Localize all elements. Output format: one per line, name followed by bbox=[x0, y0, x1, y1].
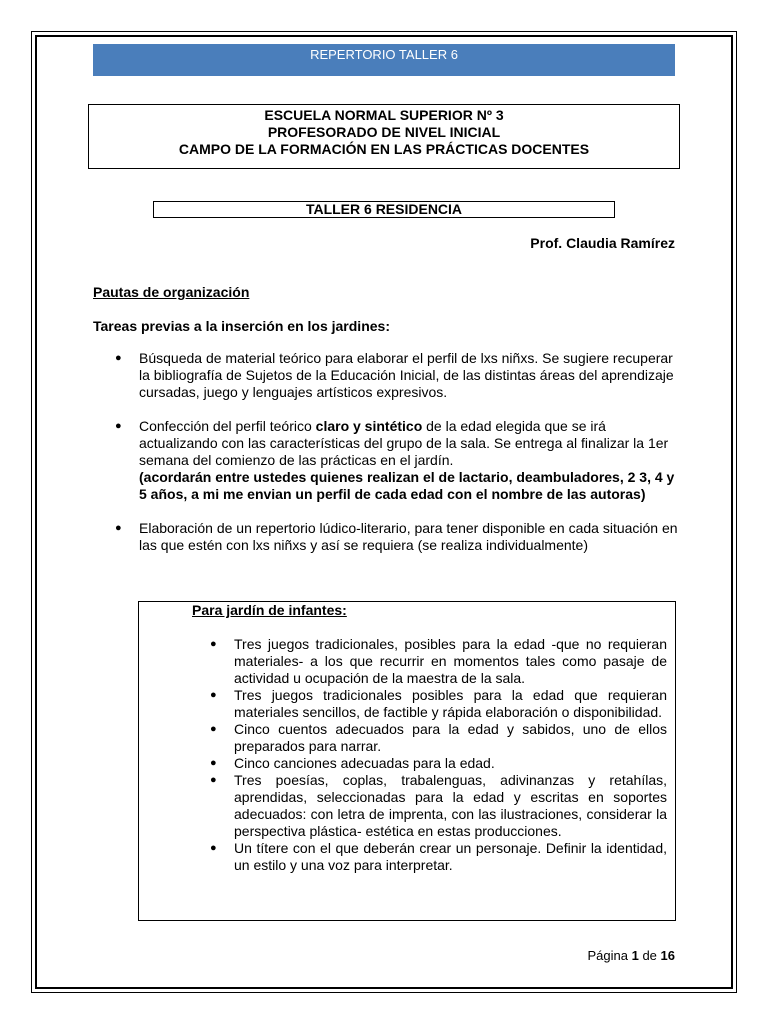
list-item bbox=[192, 687, 667, 721]
school-line-1: ESCUELA NORMAL SUPERIOR Nº 3 bbox=[264, 107, 504, 123]
bullet-icon: ● bbox=[210, 757, 217, 769]
bullet-icon: ● bbox=[210, 774, 217, 786]
list-item bbox=[192, 840, 667, 874]
list-item-bold-text: claro y sintético bbox=[315, 418, 423, 434]
professor-name: Prof. Claudia Ramírez bbox=[530, 235, 675, 251]
tasks-list bbox=[93, 350, 678, 554]
list-item-text: Elaboración de un repertorio lúdico-literario, para tener disponible en cada situación en las que estén con lxs niñxs y así se requiera (se realiza individualmente) bbox=[139, 520, 678, 553]
list-item-text: Cinco canciones adecuadas para la edad. bbox=[234, 755, 495, 771]
list-item-text: Confección del perfil teórico bbox=[139, 418, 316, 434]
footer-of: de bbox=[642, 948, 657, 963]
footer-total-pages: 16 bbox=[660, 948, 675, 963]
school-line-2: PROFESORADO DE NIVEL INICIAL bbox=[267, 124, 501, 140]
school-line-3: CAMPO DE LA FORMACIÓN EN LAS PRÁCTICAS DOCENTES bbox=[178, 141, 590, 157]
taller-title: TALLER 6 RESIDENCIA bbox=[153, 201, 615, 218]
school-box bbox=[88, 104, 680, 169]
list-item bbox=[192, 721, 667, 755]
list-item bbox=[93, 520, 678, 554]
list-item-text: Tres juegos tradicionales posibles para la edad que requieran materiales sencillos, de factible y rápida elaboración o disponibilidad. bbox=[234, 687, 667, 720]
list-item bbox=[93, 350, 678, 401]
list-item bbox=[192, 772, 667, 840]
bullet-icon: ● bbox=[115, 352, 122, 364]
list-item bbox=[192, 755, 667, 772]
footer-label: Página bbox=[587, 948, 628, 963]
list-item bbox=[93, 418, 678, 503]
bullet-icon: ● bbox=[210, 842, 217, 854]
bullet-icon: ● bbox=[210, 689, 217, 701]
bullet-icon: ● bbox=[210, 723, 217, 735]
bullet-icon: ● bbox=[115, 522, 122, 534]
bullet-icon: ● bbox=[210, 638, 217, 650]
bullet-icon: ● bbox=[115, 420, 122, 432]
list-item-text: de la edad elegida que se irá actualizando con las características del grupo de la sala. Se entrega al finalizar la 1er semana del comienzo de las prácticas en el jardín. bbox=[139, 418, 669, 468]
jardin-list bbox=[192, 636, 667, 874]
page-footer bbox=[587, 948, 675, 963]
footer-page-number: 1 bbox=[631, 948, 639, 963]
list-item-text: Búsqueda de material teórico para elaborar el perfil de lxs niñxs. Se sugiere recuperar la bibliografía de Sujetos de la Educación Inicial, de las distintas áreas del aprendizaje cursadas, juego y lenguajes artísticos expresivos. bbox=[139, 350, 674, 400]
jardin-box bbox=[138, 601, 676, 921]
header-bar bbox=[93, 44, 675, 76]
list-item-text: Cinco cuentos adecuados para la edad y sabidos, uno de ellos preparados para narrar. bbox=[234, 721, 667, 754]
list-item bbox=[192, 636, 667, 687]
header-title: REPERTORIO TALLER 6 bbox=[310, 47, 458, 62]
section-subtitle: Tareas previas a la inserción en los jardines: bbox=[93, 318, 390, 334]
section-title: Pautas de organización bbox=[93, 284, 250, 300]
list-item-note: (acordarán entre ustedes quienes realizan el de lactario, deambuladores, 2 3, 4 y 5 años, a mi me envian un perfil de cada edad con el nombre de las autoras) bbox=[139, 469, 675, 502]
list-item-text: Tres juegos tradicionales, posibles para la edad -que no requieran materiales- a los que recurrir en momentos tales como pasaje de actividad u ocupación de la maestra de la sala. bbox=[234, 636, 667, 686]
list-item-text: Tres poesías, coplas, trabalenguas, adivinanzas y retahílas, aprendidas, seleccionadas para la edad y escritas en soportes adecuados: con letra de imprenta, con las ilustraciones, considerar la perspectiva plástica- estética en estas producciones. bbox=[234, 772, 667, 839]
list-item-text: Un títere con el que deberán crear un personaje. Definir la identidad, un estilo y una voz para interpretar. bbox=[234, 840, 667, 873]
jardin-title: Para jardín de infantes: bbox=[192, 602, 347, 618]
